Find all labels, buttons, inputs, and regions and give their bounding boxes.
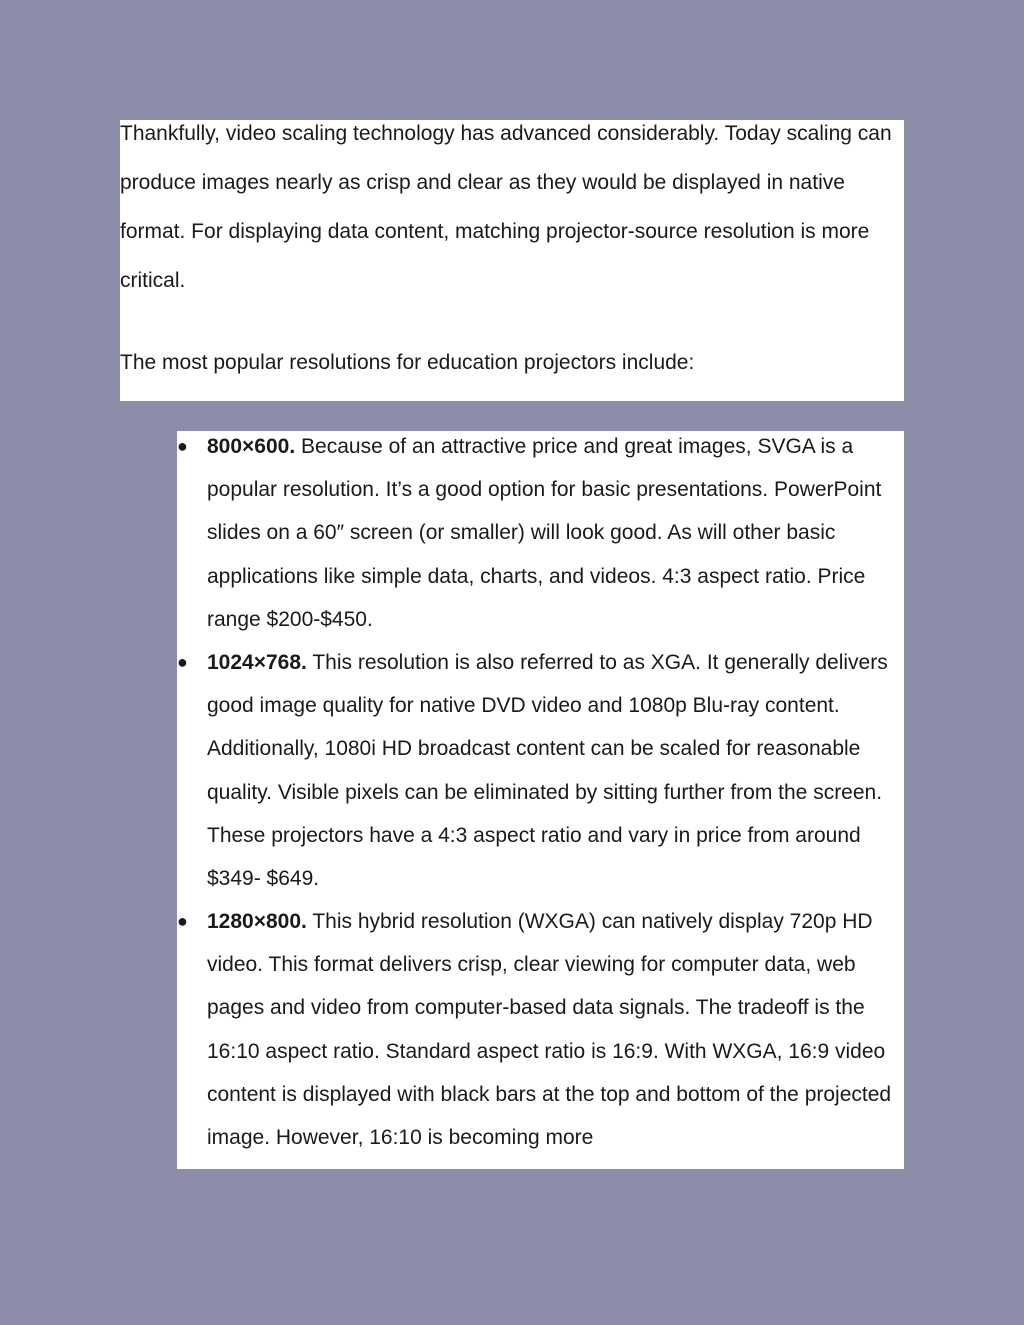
- resolutions-lead-in: The most popular resolutions for education projectors include:: [120, 351, 695, 374]
- resolution-term: 800×600.: [207, 435, 296, 458]
- bullet-icon: ●: [177, 436, 188, 456]
- resolution-list: [177, 431, 904, 1169]
- list-item-text: [207, 900, 904, 1159]
- bullet-icon: ●: [177, 652, 188, 672]
- resolution-description: Because of an attractive price and great images, SVGA is a popular resolution. It’s a good option for basic presentations. PowerPoint slides on a 60″ screen (or smaller) will look good. As will other basic applications like simple data, charts, and videos. 4:3 aspect ratio. Price range $200-$450.: [207, 435, 882, 631]
- list-item-text: [207, 425, 904, 641]
- resolution-term: 1024×768.: [207, 651, 307, 674]
- resolution-description: This hybrid resolution (WXGA) can natively display 720p HD video. This format delivers crisp, clear viewing for computer data, web pages and video from computer-based data signals. The tradeoff is the 16:10 aspect ratio. Standard aspect ratio is 16:9. With WXGA, 16:9 video content is displayed with black bars at the top and bottom of the projected image. However, 16:10 is becoming more: [207, 910, 892, 1150]
- list-item-text: [207, 641, 904, 900]
- bullet-icon: ●: [177, 911, 188, 931]
- intro-paragraph: Thankfully, video scaling technology has advanced considerably. Today scaling can produce images nearly as crisp and clear as they would be displayed in native format. For displaying data content, matching projector-source resolution is more critical.: [120, 122, 892, 292]
- intro-text-block: [120, 120, 904, 401]
- resolution-description: This resolution is also referred to as XGA. It generally delivers good image quality for native DVD video and 1080p Blu-ray content. Additionally, 1080i HD broadcast content can be scaled for reasonable quality. Visible pixels can be eliminated by sitting further from the screen. These projectors have a 4:3 aspect ratio and vary in price from around $349- $649.: [207, 651, 888, 891]
- resolution-term: 1280×800.: [207, 910, 307, 933]
